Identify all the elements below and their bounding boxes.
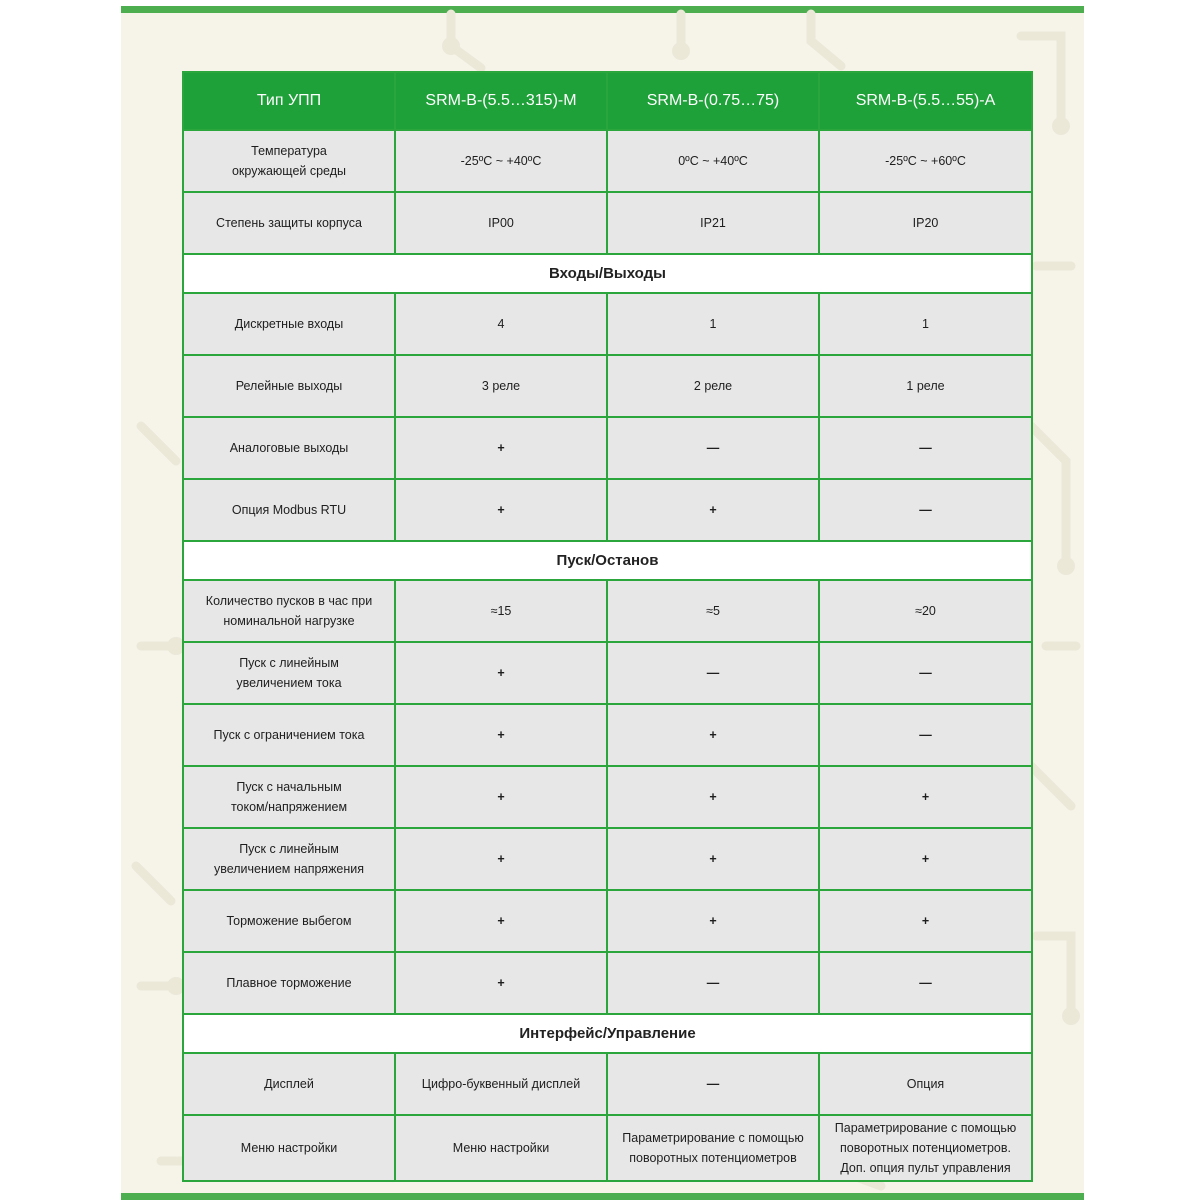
row-label: Дисплей (183, 1053, 395, 1115)
cell-value: 1 (607, 293, 819, 355)
header-model-2: SRM-B-(0.75…75) (607, 72, 819, 130)
cell-value: -25ºC ~ +40ºC (395, 130, 607, 192)
row-label: Аналоговые выходы (183, 417, 395, 479)
row-label: Дискретные входы (183, 293, 395, 355)
cell-value: ≈5 (607, 580, 819, 642)
cell-value: ≈15 (395, 580, 607, 642)
plus-mark: + (395, 417, 607, 479)
row-label: Торможение выбегом (183, 890, 395, 952)
bottom-accent-bar (121, 1193, 1084, 1200)
section-title: Входы/Выходы (183, 254, 1032, 293)
row-label: Плавное торможение (183, 952, 395, 1014)
cell-value: 0ºC ~ +40ºC (607, 130, 819, 192)
table-row (183, 1115, 1032, 1181)
dash-mark: — (819, 704, 1032, 766)
plus-mark: + (819, 766, 1032, 828)
plus-mark: + (395, 479, 607, 541)
cell-value: 3 реле (395, 355, 607, 417)
row-label: Количество пусков в час при номинальной нагрузке (183, 580, 395, 642)
plus-mark: + (607, 479, 819, 541)
cell-value: 2 реле (607, 355, 819, 417)
plus-mark: + (607, 704, 819, 766)
dash-mark: — (607, 1053, 819, 1115)
table-row (183, 355, 1032, 417)
dash-mark: — (607, 952, 819, 1014)
row-label: Меню настройки (183, 1115, 395, 1181)
plus-mark: + (819, 890, 1032, 952)
cell-value: IP20 (819, 192, 1032, 254)
specification-table (182, 71, 1033, 1182)
section-row (183, 541, 1032, 580)
table-row (183, 293, 1032, 355)
page-background (121, 6, 1084, 1200)
dash-mark: — (607, 417, 819, 479)
table-row (183, 417, 1032, 479)
row-label: Температура окружающей среды (183, 130, 395, 192)
row-label: Пуск с линейным увеличением тока (183, 642, 395, 704)
row-label: Степень защиты корпуса (183, 192, 395, 254)
cell-value: 4 (395, 293, 607, 355)
row-label: Опция Modbus RTU (183, 479, 395, 541)
cell-value: IP21 (607, 192, 819, 254)
table-row (183, 1053, 1032, 1115)
table-row (183, 890, 1032, 952)
cell-value: ≈20 (819, 580, 1032, 642)
plus-mark: + (395, 890, 607, 952)
header-type: Тип УПП (183, 72, 395, 130)
dash-mark: — (819, 952, 1032, 1014)
dash-mark: — (819, 479, 1032, 541)
plus-mark: + (395, 642, 607, 704)
cell-value: Меню настройки (395, 1115, 607, 1181)
dash-mark: — (819, 642, 1032, 704)
section-row (183, 254, 1032, 293)
table-row (183, 704, 1032, 766)
table-row (183, 828, 1032, 890)
table-header-row (183, 72, 1032, 130)
plus-mark: + (819, 828, 1032, 890)
cell-value: Опция (819, 1053, 1032, 1115)
plus-mark: + (607, 766, 819, 828)
plus-mark: + (395, 704, 607, 766)
table-row (183, 580, 1032, 642)
cell-value: IP00 (395, 192, 607, 254)
dash-mark: — (607, 642, 819, 704)
cell-value: Цифро-буквенный дисплей (395, 1053, 607, 1115)
table-row (183, 952, 1032, 1014)
plus-mark: + (395, 766, 607, 828)
section-title: Интерфейс/Управление (183, 1014, 1032, 1053)
row-label: Пуск с начальным током/напряжением (183, 766, 395, 828)
header-model-3: SRM-B-(5.5…55)-A (819, 72, 1032, 130)
row-label: Пуск с линейным увеличением напряжения (183, 828, 395, 890)
dash-mark: — (819, 417, 1032, 479)
table-row (183, 766, 1032, 828)
cell-value: -25ºC ~ +60ºC (819, 130, 1032, 192)
cell-value: 1 (819, 293, 1032, 355)
cell-value: Параметрирование с помощью поворотных потенциометров. Доп. опция пульт управления (819, 1115, 1032, 1181)
table-row (183, 642, 1032, 704)
table-row (183, 192, 1032, 254)
table-row (183, 130, 1032, 192)
table-row (183, 479, 1032, 541)
cell-value: 1 реле (819, 355, 1032, 417)
section-row (183, 1014, 1032, 1053)
row-label: Релейные выходы (183, 355, 395, 417)
plus-mark: + (607, 890, 819, 952)
plus-mark: + (607, 828, 819, 890)
cell-value: Параметрирование с помощью поворотных потенциометров (607, 1115, 819, 1181)
plus-mark: + (395, 828, 607, 890)
plus-mark: + (395, 952, 607, 1014)
section-title: Пуск/Останов (183, 541, 1032, 580)
header-model-1: SRM-B-(5.5…315)-M (395, 72, 607, 130)
row-label: Пуск с ограничением тока (183, 704, 395, 766)
